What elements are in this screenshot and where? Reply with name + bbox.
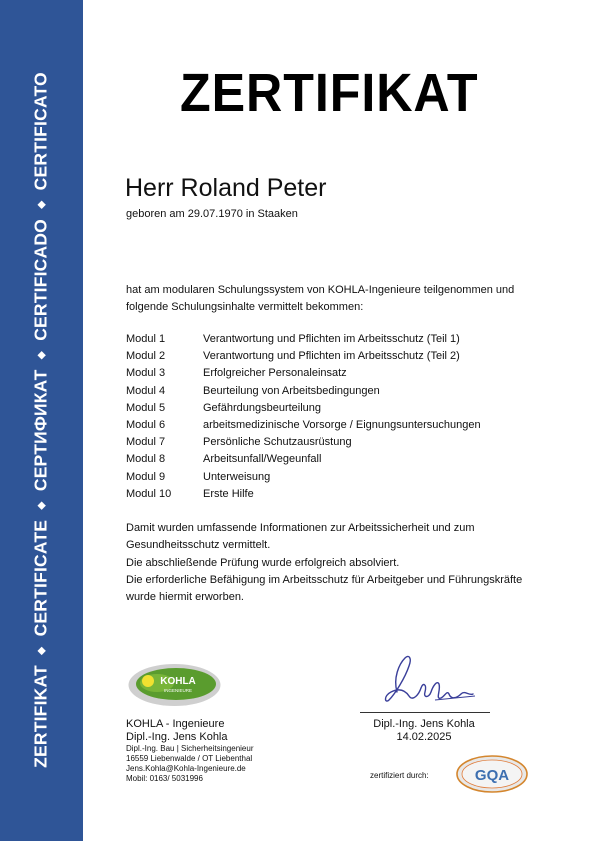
module-label: Modul 4 <box>126 384 166 397</box>
certified-by-label: zertifiziert durch: <box>370 771 429 780</box>
module-title: Erfolgreicher Personaleinsatz <box>203 367 347 380</box>
certificate-title: ZERTIFIKAT <box>180 63 479 123</box>
module-label: Modul 3 <box>126 367 166 380</box>
kohla-logo <box>127 662 222 708</box>
company-detail: 16559 Liebenwalde / OT Liebenthal <box>126 754 253 763</box>
diamond-icon: ◆ <box>35 350 48 360</box>
sidebar-band <box>0 0 83 841</box>
module-label: Modul 10 <box>126 487 172 500</box>
signature-line <box>360 712 490 713</box>
company-detail: Jens.Kohla@Kohla-Ingenieure.de <box>126 764 246 773</box>
module-title: Gefährdungsbeurteilung <box>203 401 322 414</box>
module-title: Verantwortung und Pflichten im Arbeitsschutz (Teil 1) <box>203 333 460 345</box>
module-row <box>126 350 481 367</box>
intro-text: hat am modularen Schulungssystem von KOHLA-Ingenieure teilgenommen und folgende Schulungsinhalte vermittelt bekommen: <box>126 284 515 313</box>
diamond-icon: ◆ <box>35 200 48 210</box>
logo-sub: INGENIEURE <box>163 688 193 693</box>
closing-line: Die erforderliche Befähigung im Arbeitsschutz für Arbeitgeber und Führungskräfte <box>126 573 523 586</box>
diamond-icon: ◆ <box>35 501 48 510</box>
module-row <box>126 419 481 436</box>
company-block <box>126 718 253 784</box>
recipient-name: Herr Roland Peter <box>125 174 327 202</box>
module-title: Unterweisung <box>203 470 271 483</box>
module-row <box>126 367 481 384</box>
signer-block <box>369 718 479 744</box>
module-label: Modul 8 <box>126 453 166 466</box>
module-label: Modul 9 <box>126 470 166 483</box>
company-name: KOHLA - Ingenieure <box>126 718 225 730</box>
module-label: Modul 6 <box>126 418 166 431</box>
module-row <box>126 471 481 488</box>
logo-name: KOHLA <box>160 676 196 687</box>
sidebar-word: CERTIFICATE <box>30 519 51 637</box>
birth-line: geboren am 29.07.1970 in Staaken <box>126 208 298 220</box>
sidebar-word: CERTIFICATO <box>30 72 51 191</box>
module-title: Verantwortung und Pflichten im Arbeitsschutz (Teil 2) <box>203 350 460 363</box>
signature-date: 14.02.2025 <box>396 731 452 743</box>
module-label: Modul 5 <box>126 401 166 414</box>
company-owner: Dipl.-Ing. Jens Kohla <box>126 731 228 743</box>
company-detail: Mobil: 0163/ 5031996 <box>126 774 203 783</box>
company-detail: Dipl.-Ing. Bau | Sicherheitsingenieur <box>126 744 254 753</box>
closing-line: Die abschließende Prüfung wurde erfolgreich absolviert. <box>126 556 400 569</box>
sidebar-word: ZERTIFIKAT <box>30 665 51 768</box>
module-title: Arbeitsunfall/Wegeunfall <box>203 453 322 466</box>
module-title: Persönliche Schutzausrüstung <box>203 436 352 449</box>
gqa-text: GQA <box>474 767 510 784</box>
module-list <box>126 333 481 505</box>
module-title: arbeitsmedizinische Vorsorge / Eignungsuntersuchungen <box>203 418 481 431</box>
sidebar-languages <box>31 72 52 768</box>
signature-image <box>375 650 485 712</box>
module-label: Modul 2 <box>126 350 166 363</box>
diamond-icon: ◆ <box>35 646 48 656</box>
module-title: Beurteilung von Arbeitsbedingungen <box>203 384 380 397</box>
module-row <box>126 333 481 350</box>
sidebar-word: CERTIFICADO <box>30 219 51 341</box>
module-label: Modul 7 <box>126 436 166 449</box>
closing-text <box>126 520 556 606</box>
gqa-logo <box>456 755 528 793</box>
signer-name: Dipl.-Ing. Jens Kohla <box>373 718 475 730</box>
closing-line: Damit wurden umfassende Informationen zur Arbeitssicherheit und zum <box>126 522 475 534</box>
module-row <box>126 402 481 419</box>
module-row <box>126 436 481 453</box>
module-row <box>126 453 481 470</box>
closing-line: wurde hiermit erworben. <box>126 591 244 604</box>
closing-line: Gesundheitsschutz vermittelt. <box>126 539 271 552</box>
sidebar-word: СЕРТИФИКАТ <box>30 369 51 492</box>
module-title: Erste Hilfe <box>203 487 254 500</box>
module-row <box>126 488 481 505</box>
module-row <box>126 385 481 402</box>
module-label: Modul 1 <box>126 333 166 345</box>
